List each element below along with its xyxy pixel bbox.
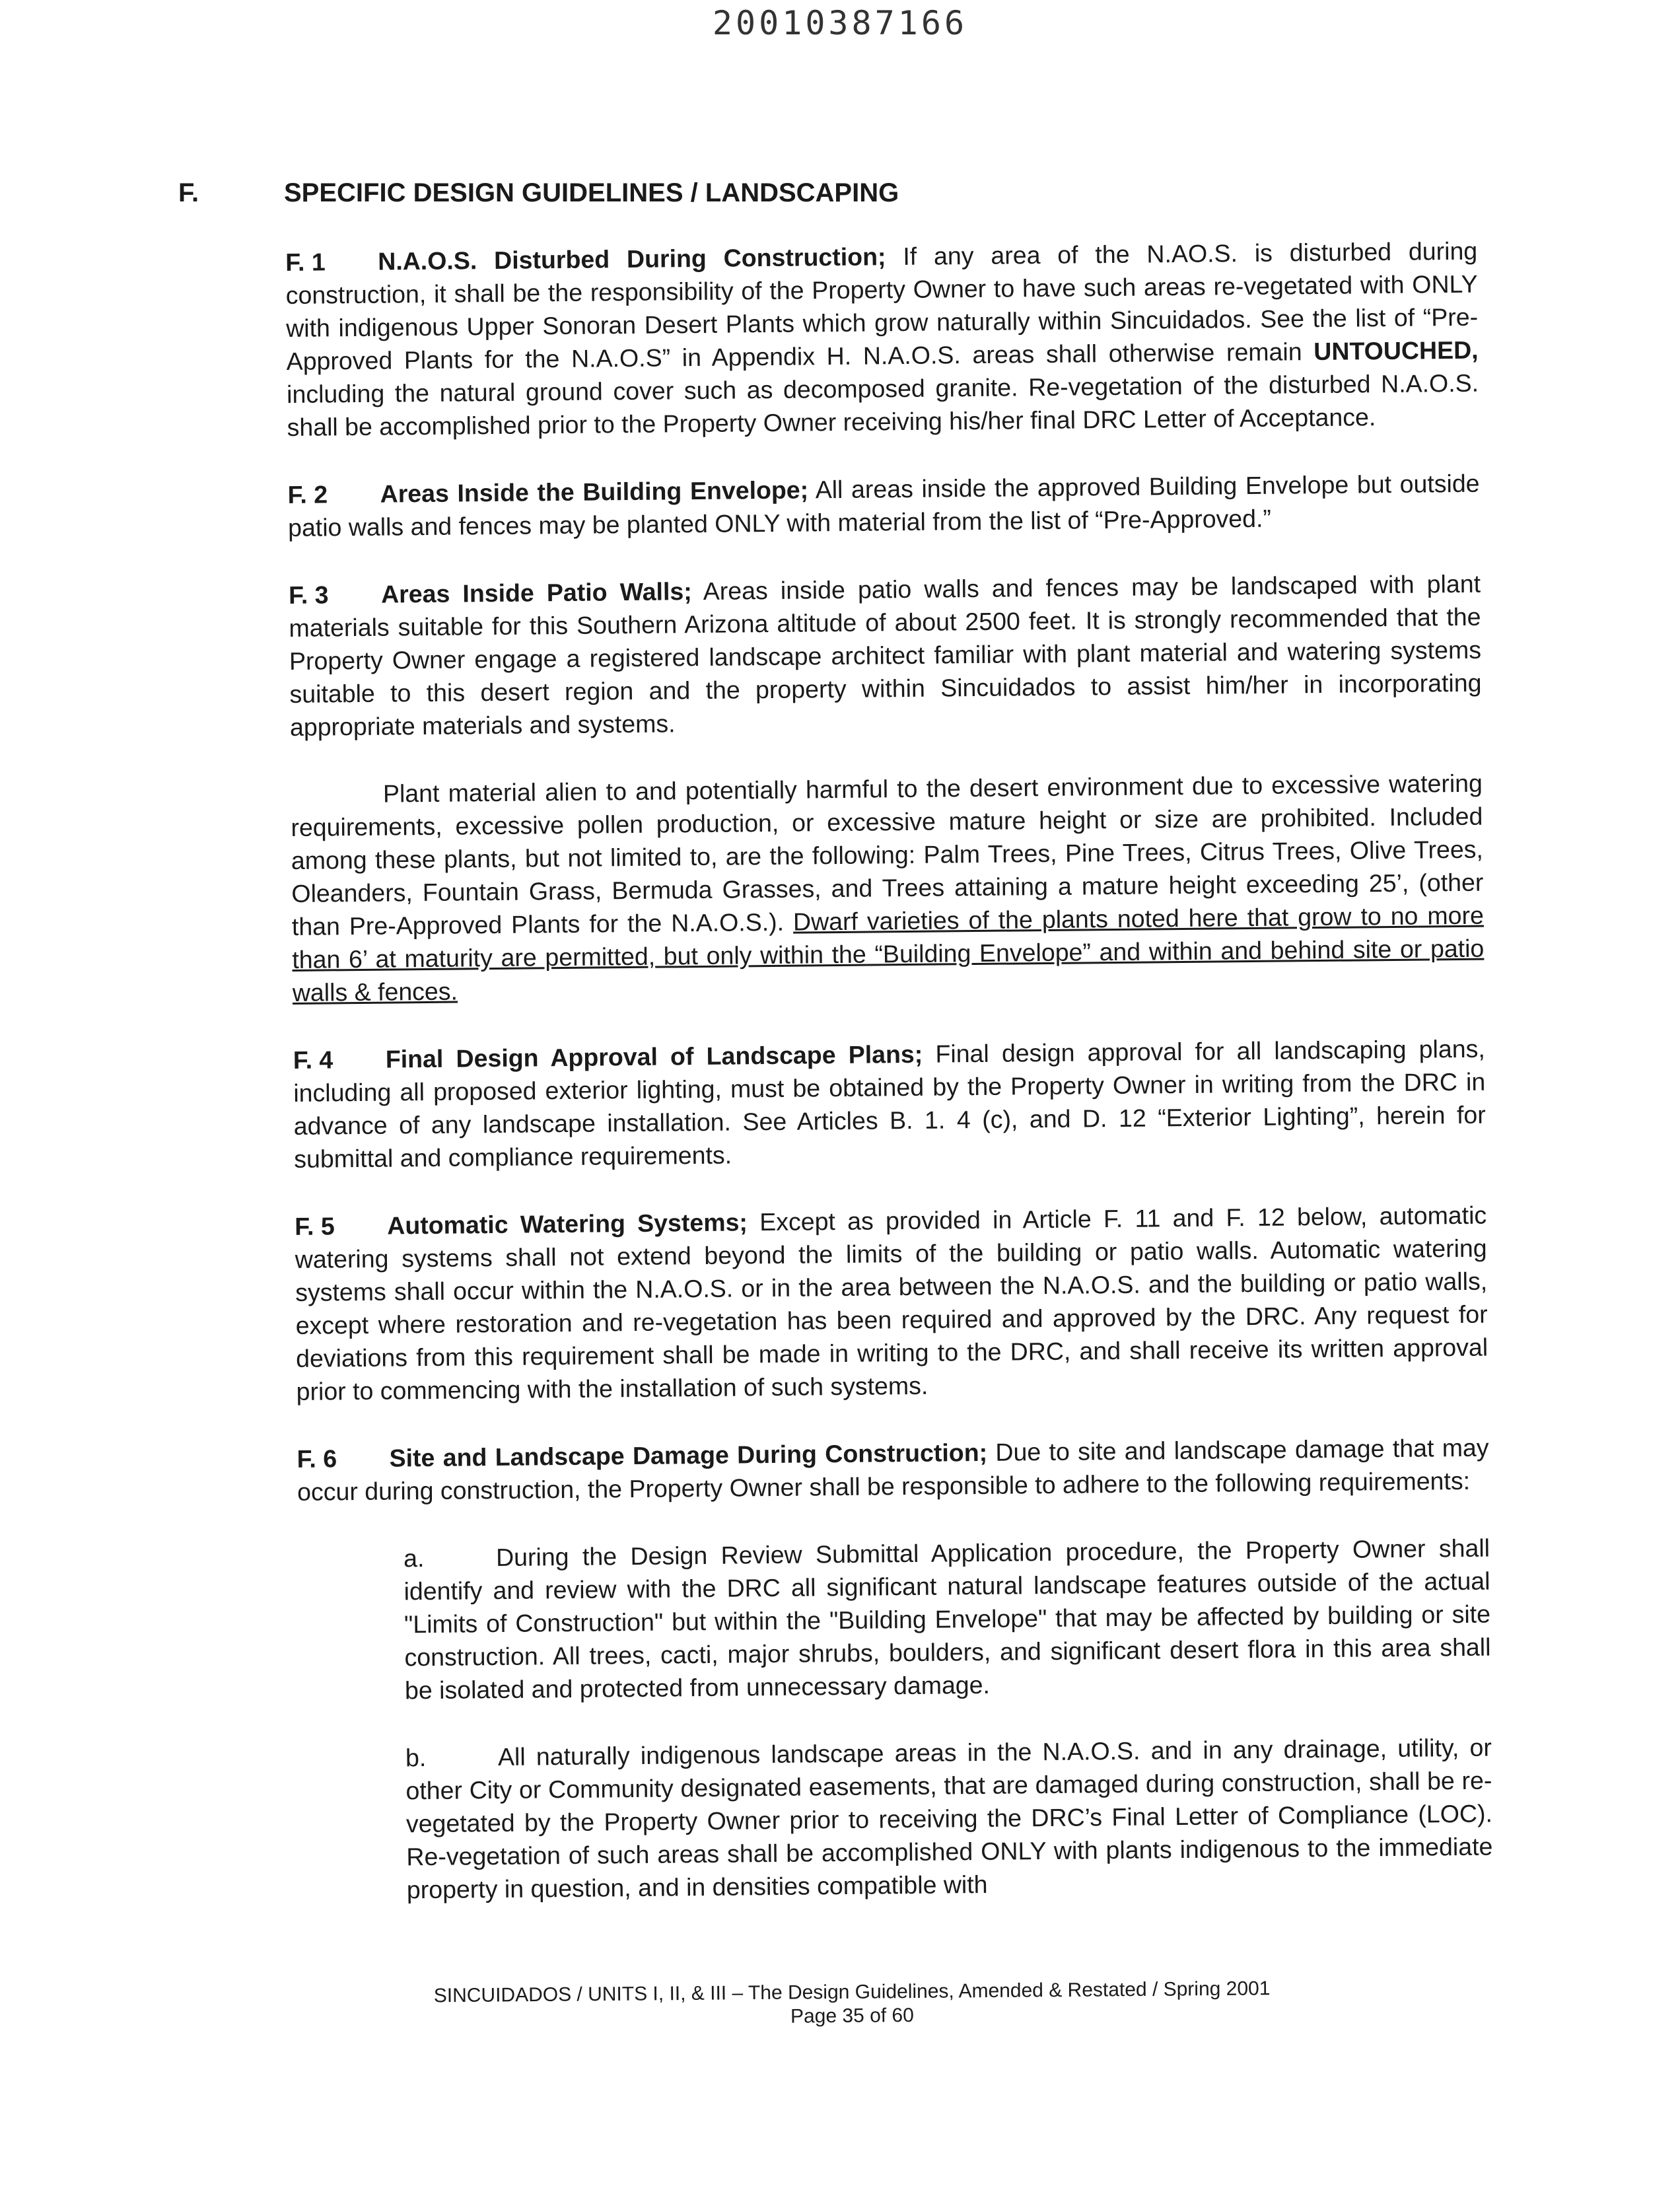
page-footer [383, 1977, 1321, 2032]
document-body [285, 234, 1494, 1942]
footer-document-title: SINCUIDADOS / UNITS I, II, & III – The Design Guidelines, Amended & Restated / Spring 2001 [433, 1977, 1271, 2007]
sub-item-text: During the Design Review Submittal Application procedure, the Property Owner shall identify and review with the DRC all significant natural landscape features outside of the actual "Limits of Construction" but within the "Building Envelope" that may be affected by building or site construction. All trees, cacti, major shrubs, boulders, and significant desert flora in this area shall be isolated and protected from unnecessary damage. [403, 1534, 1491, 1705]
article-title: Areas Inside Patio Walls; [380, 577, 692, 608]
article-title: N.A.O.S. Disturbed During Construction; [378, 242, 886, 275]
article-text: Final design approval for all landscaping plans, including all proposed exterior lighting, must be obtained by the Property Owner in writing from the DRC in advance of any landscape installation. See Articles B. 1. 4 (c), and D. 12 “Exterior Lighting”, herein for submittal and compliance requirements. [293, 1034, 1486, 1173]
article-number: F. 4 [293, 1046, 333, 1074]
article-title: Areas Inside the Building Envelope; [380, 476, 809, 508]
article-number: F. 6 [297, 1444, 337, 1473]
paragraph-f3 [289, 567, 1482, 744]
emphasis-text: UNTOUCHED, [1313, 336, 1479, 366]
article-title: Automatic Watering Systems; [387, 1208, 748, 1240]
article-title: Final Design Approval of Landscape Plans; [385, 1040, 923, 1073]
section-letter: F. [178, 178, 199, 207]
article-number: F. 5 [295, 1212, 335, 1240]
article-text: Due to site and landscape damage that may occur during construction, the Property Owner shall be responsible to adhere to the following requirements: [297, 1433, 1489, 1506]
article-number: F. 3 [288, 581, 329, 609]
sub-item-text: All naturally indigenous landscape areas in the N.A.O.S. and in any drainage, utility, or other City or Community designated easements, that are damaged during construction, shall be re-vegetated by the Property Owner prior to receiving the DRC’s Final Letter of Compliance (LOC). Re-vegetation of such areas shall be accomplished ONLY with plants indigenous to the immediate property in question, and in densities compatible with [405, 1733, 1493, 1904]
paragraph-f5 [295, 1199, 1488, 1408]
article-text: including the natural ground cover such as decomposed granite. Re-vegetation of the disturbed N.A.O.S. shall be accomplished prior to the Property Owner receiving his/her final DRC Letter of Acceptance. [286, 369, 1479, 441]
article-text: Except as provided in Article F. 11 and F. 12 below, automatic watering systems shall not extend beyond the limits of the building or patio walls. Automatic watering systems shall occur within the N.A.O.S. or in the area between the N.A.O.S. and the building or patio walls, except where restoration and re-vegetation has been required and approved by the DRC. Any request for deviations from this requirement shall be made in writing to the DRC, and shall receive its written approval prior to commencing with the installation of such systems. [295, 1201, 1488, 1405]
sub-item-b [405, 1731, 1493, 1907]
paragraph-f1 [285, 234, 1479, 444]
article-text: Areas inside patio walls and fences may be landscaped with plant materials suitable for this Southern Arizona altitude of about 2500 feet. It is strongly recommended that the Property Owner engage a registered landscape architect familiar with plant material and watering systems suitable to this desert region and the property within Sincuidados to assist him/her in incorporating appropriate materials and systems. [289, 569, 1482, 741]
article-number: F. 2 [287, 480, 328, 509]
paragraph-f6 [297, 1431, 1489, 1508]
article-text: If any area of the N.AO.S. is disturbed during construction, it shall be the responsibility of the Property Owner to have such areas re-vegetated with ONLY with indigenous Upper Sonoran Desert Plants which grow naturally within Sincuidados. See the list of “Pre-Approved Plants for the N.A.O.S” in Appendix H. N.A.O.S. areas shall otherwise remain [285, 236, 1479, 375]
underlined-text: Dwarf varieties of the plants noted here that grow to no more than 6’ at maturity are permitted, but only within the “Building Envelope” and within and behind site or patio walls & fences. [292, 901, 1485, 1007]
section-title: SPECIFIC DESIGN GUIDELINES / LANDSCAPING [284, 178, 899, 207]
sub-item-letter: b. [405, 1744, 427, 1772]
article-title: Site and Landscape Damage During Construction; [389, 1438, 988, 1472]
document-number: 20010387166 [712, 4, 968, 42]
paragraph-f2 [287, 467, 1480, 544]
section-heading [178, 178, 899, 208]
article-text: All areas inside the approved Building Envelope but outside patio walls and fences may be planted ONLY with material from the list of “Pre-Approved.” [287, 469, 1480, 542]
paragraph-f3-prohibited-plants [291, 767, 1485, 1009]
sub-item-a [403, 1532, 1491, 1707]
sub-item-letter: a. [403, 1544, 425, 1573]
article-number: F. 1 [285, 248, 326, 276]
paragraph-f4 [293, 1032, 1487, 1176]
footer-page-number: Page 35 of 60 [790, 2004, 914, 2028]
article-text: Plant material alien to and potentially harmful to the desert environment due to excessive watering requirements, excessive pollen production, or excessive mature height or size are prohibited. Included among these plants, but not limited to, are the following: Palm Trees, Pine Trees, Citrus Trees, Olive Trees, Oleanders, Fountain Grass, Bermuda Grasses, and Trees attaining a mature height exceeding 25’, (other than Pre-Approved Plants for the N.A.O.S.). [291, 769, 1484, 940]
